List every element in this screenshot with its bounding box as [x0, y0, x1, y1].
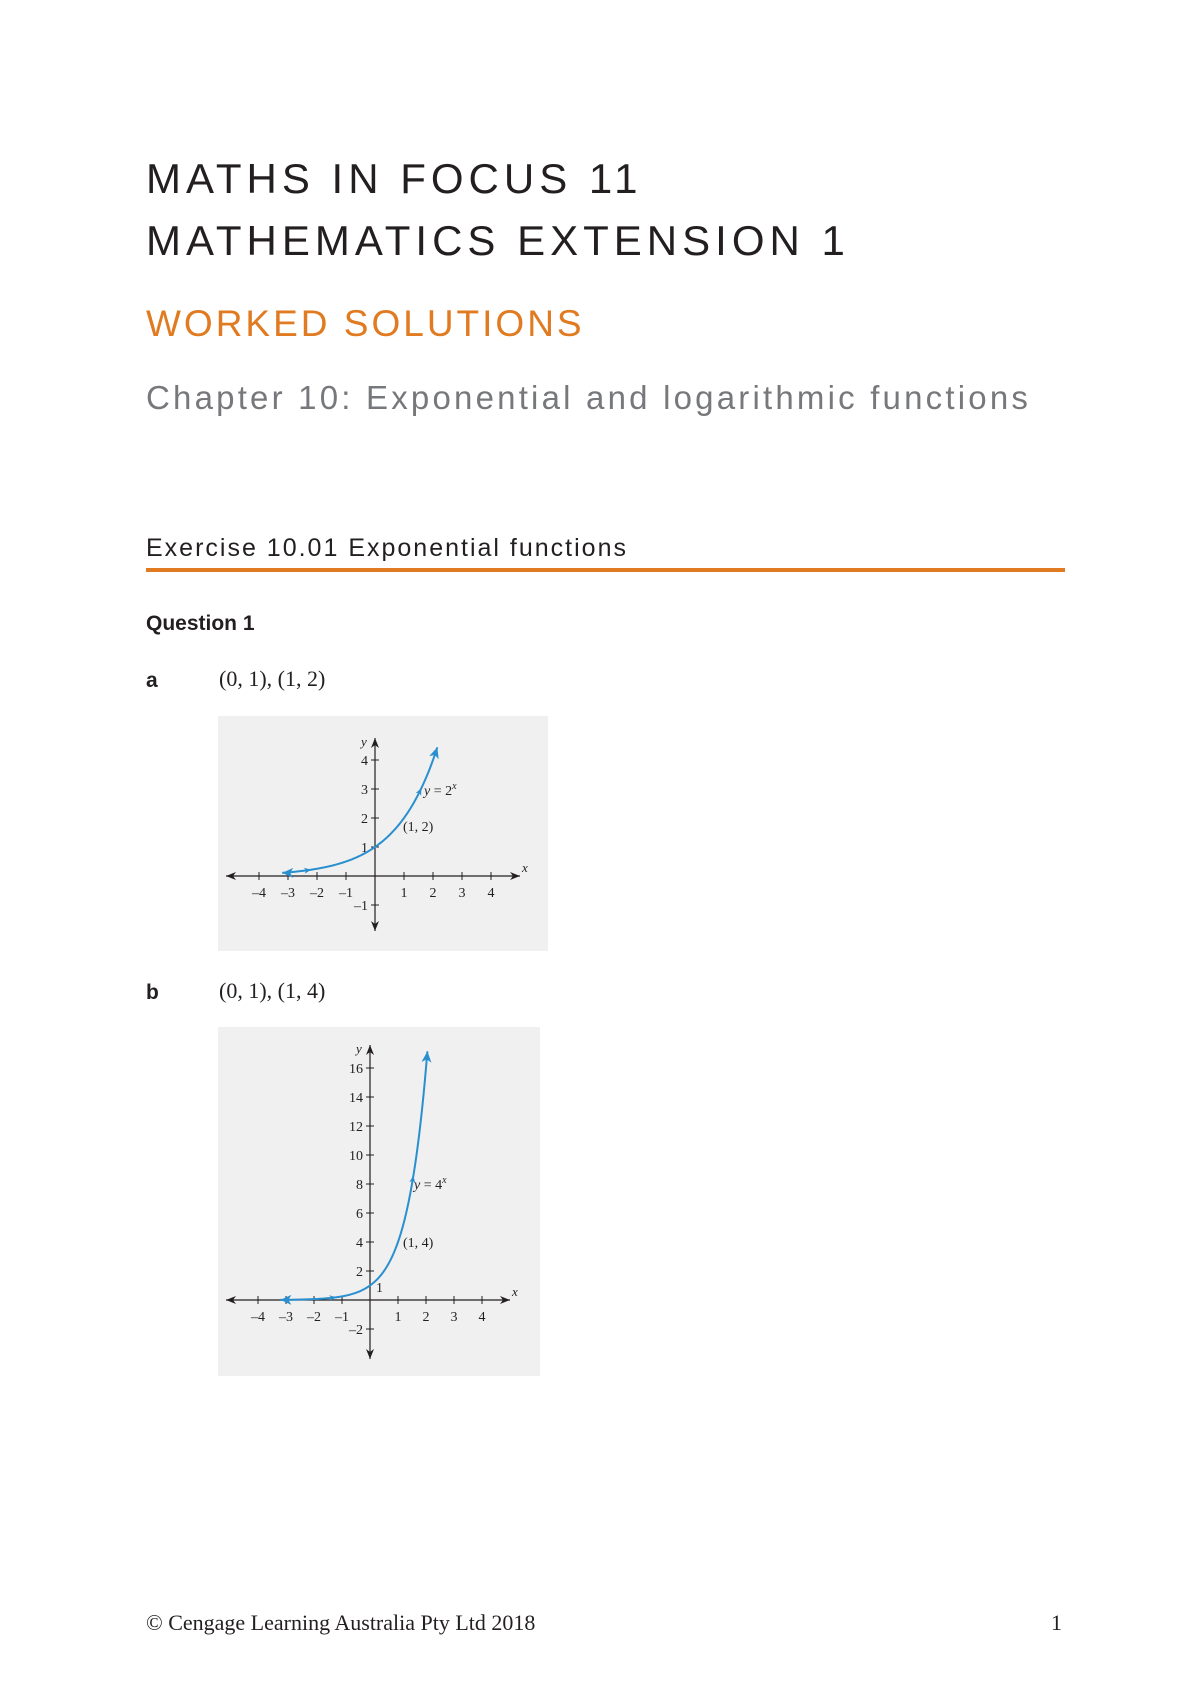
curve-direction-mark: [416, 787, 424, 796]
y-tick-label: 4: [356, 1236, 363, 1251]
exponential-curve: [280, 1051, 427, 1299]
x-tick-label: 1: [400, 886, 408, 901]
x-tick-label: 1: [394, 1310, 402, 1325]
graph-y-equals-2-power-x: [218, 716, 548, 951]
y-tick-label: 3: [361, 783, 368, 798]
x-tick-label: –3: [281, 886, 295, 901]
y-tick-label: 4: [361, 754, 368, 769]
part-b-points: (0, 1), (1, 4): [219, 978, 326, 1003]
y-tick-label: 12: [349, 1120, 363, 1135]
x-tick-label: 3: [458, 886, 466, 901]
page-number: 1: [1051, 1610, 1062, 1635]
y-tick-label: 8: [356, 1178, 363, 1193]
curve-top-arrow: [429, 746, 442, 760]
function-label: $y = 4^x$: [414, 1175, 447, 1193]
x-tick-label: –1: [335, 1310, 349, 1325]
part-a-label: a: [146, 669, 158, 692]
book-title-line2: MATHEMATICS EXTENSION 1: [146, 217, 850, 264]
x-tick-label: 3: [450, 1310, 458, 1325]
y-tick-label: 1: [361, 841, 368, 856]
book-title-line1: MATHS IN FOCUS 11: [146, 155, 643, 202]
x-axis-label: x: [522, 860, 528, 875]
x-tick-label: –3: [279, 1310, 293, 1325]
x-tick-label: –4: [252, 886, 266, 901]
exponential-curve: [282, 747, 437, 873]
chapter-title: Chapter 10: Exponential and logarithmic functions: [146, 379, 1032, 416]
y-tick-label: 6: [356, 1207, 363, 1222]
graph-y-equals-4-power-x: [218, 1027, 540, 1376]
x-tick-label: –2: [310, 886, 324, 901]
x-axis-label: x: [512, 1284, 518, 1299]
worked-solutions-heading: WORKED SOLUTIONS: [146, 303, 585, 344]
x-tick-label: –4: [251, 1310, 265, 1325]
x-tick-label: –1: [339, 886, 353, 901]
x-tick-label: 2: [422, 1310, 430, 1325]
x-tick-label: –2: [307, 1310, 321, 1325]
y-tick-label: –2: [349, 1323, 363, 1338]
y-tick-label: 2: [361, 812, 368, 827]
y-tick-label: –1: [354, 899, 368, 914]
graph-svg: [218, 1027, 540, 1376]
y-axis-label: y: [356, 1041, 362, 1056]
section-divider: [146, 568, 1065, 572]
part-b-label: b: [146, 981, 159, 1004]
intercept-label: 1: [376, 1281, 383, 1296]
x-tick-label: 4: [487, 886, 495, 901]
function-label: $y = 2^x$: [424, 781, 457, 799]
y-tick-label: 10: [349, 1149, 363, 1164]
x-tick-label: 2: [429, 886, 437, 901]
copyright-notice: © Cengage Learning Australia Pty Ltd 2018: [146, 1610, 536, 1635]
x-tick-label: 4: [478, 1310, 486, 1325]
part-a-points: (0, 1), (1, 2): [219, 666, 326, 691]
y-tick-label: 2: [356, 1265, 363, 1280]
y-axis-label: y: [361, 734, 367, 749]
y-tick-label: 14: [349, 1091, 363, 1106]
graph-svg: [218, 716, 548, 951]
question-heading: Question 1: [146, 612, 255, 635]
y-tick-label: 16: [349, 1062, 363, 1077]
exercise-heading: Exercise 10.01 Exponential functions: [146, 534, 628, 562]
point-label: (1, 4): [403, 1236, 434, 1251]
point-label: (1, 2): [403, 820, 434, 835]
